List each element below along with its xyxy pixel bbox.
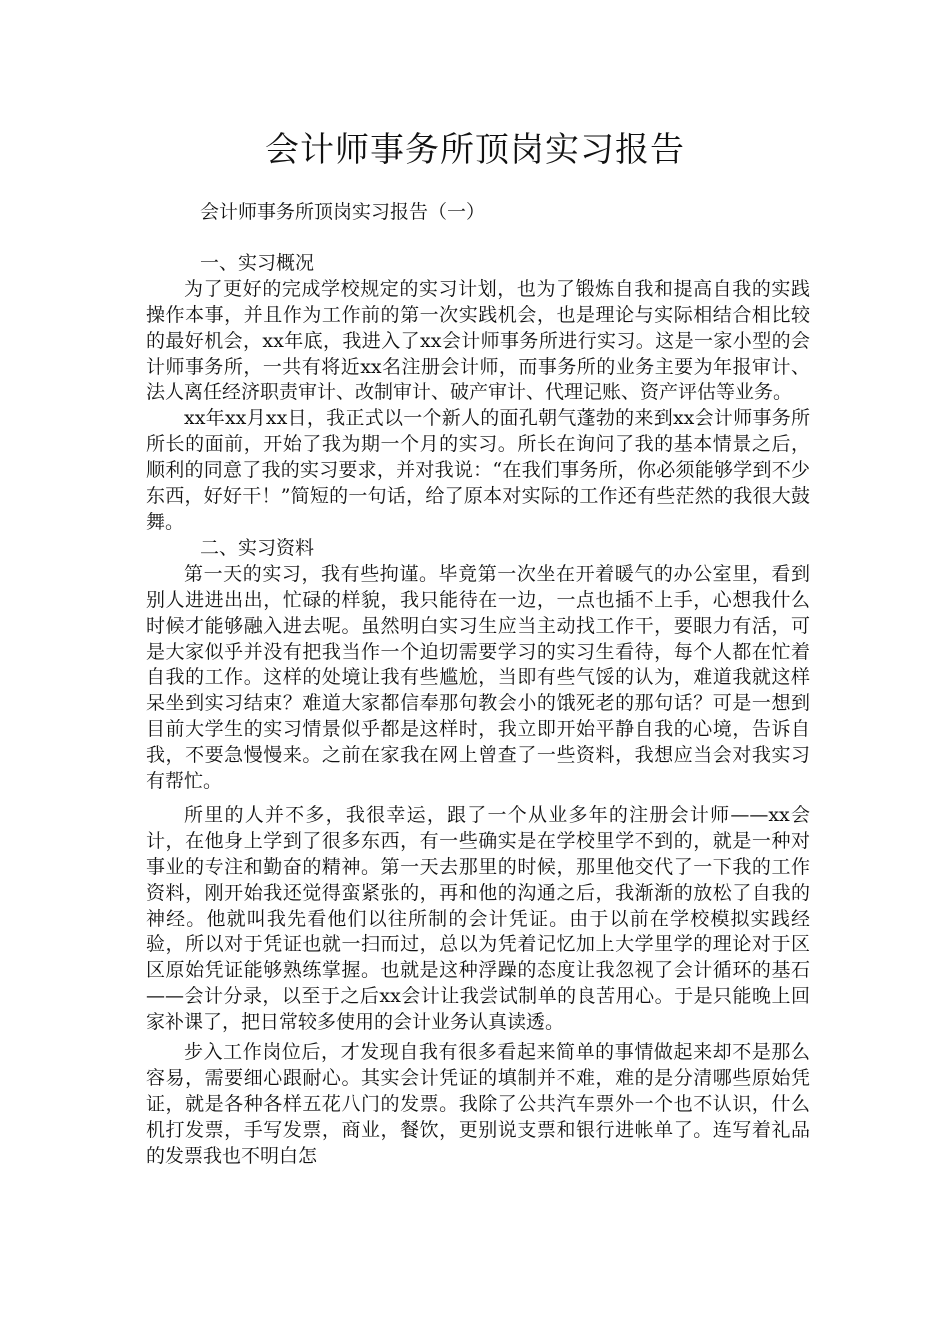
paragraph: 步入工作岗位后，才发现自我有很多看起来简单的事情做起来却不是那么容易，需要细心跟耐心。其实会计凭证的填制并不难，难的是分清哪些原始凭证，就是各种各样五花八门的发票。我除了公共汽车票外一个也不认识，什么机打发票，手写发票，商业，餐饮，更别说支票和银行进帐单了。连写着礼品的发票我也不明白怎 [146,1041,810,1167]
paragraph: xx年xx月xx日，我正式以一个新人的面孔朝气蓬勃的来到xx会计师事务所所长的面前，开始了我为期一个月的实习。所长在询问了我的基本情景之后，顺利的同意了我的实习要求，并对我说：“在我们事务所，你必须能够学到不少东西，好好干！”简短的一句话，给了原本对实际的工作还有些茫然的我很大鼓舞。 [146,407,810,533]
section-heading-content: 二、实习资料 [200,536,315,559]
section-heading-overview: 一、实习概况 [200,251,315,274]
paragraph: 第一天的实习，我有些拘谨。毕竟第一次坐在开着暖气的办公室里，看到别人进进出出，忙碌的样貌，我只能待在一边，一点也插不上手，心想我什么时候才能够融入进去呢。虽然明白实习生应当主动找工作干，要眼力有活，可是大家似乎并没有把我当作一个迫切需要学习的实习生看待，每个人都在忙着自我的工作。这样的处境让我有些尴尬，当即有些气馁的认为，难道我就这样呆坐到实习结束？难道大家都信奉那句教会小的饿死老的那句话？可是一想到目前大学生的实习情景似乎都是这样时，我立即开始平静自我的心境，告诉自我，不要急慢慢来。之前在家我在网上曾查了一些资料，我想应当会对我实习有帮忙。 [146,562,810,793]
document-body [146,200,810,1170]
paragraph: 所里的人并不多，我很幸运，跟了一个从业多年的注册会计师——xx会计，在他身上学到了很多东西，有一些确实是在学校里学不到的，就是一种对事业的专注和勤奋的精神。第一天去那里的时候，那里他交代了一下我的工作资料，刚开始我还觉得蛮紧张的，再和他的沟通之后，我渐渐的放松了自我的神经。他就叫我先看他们以往所制的会计凭证。由于以前在学校模拟实践经验，所以对于凭证也就一扫而过，总以为凭着记忆加上大学里学的理论对于区区原始凭证能够熟练掌握。也就是这种浮躁的态度让我忽视了会计循环的基石——会计分录，以至于之后xx会计让我尝试制单的良苦用心。于是只能晚上回家补课了，把日常较多使用的会计业务认真读透。 [146,803,810,1034]
document-title: 会计师事务所顶岗实习报告 [265,130,685,170]
paragraph: 为了更好的完成学校规定的实习计划，也为了锻炼自我和提高自我的实践操作本事，并且作为工作前的第一次实践机会，也是理论与实际相结合相比较的最好机会，xx年底，我进入了xx会计师事务所进行实习。这是一家小型的会计师事务所，一共有将近xx名注册会计师，而事务所的业务主要为年报审计、法人离任经济职责审计、改制审计、破产审计、代理记账、资产评估等业务。 [146,277,810,404]
document-subtitle: 会计师事务所顶岗实习报告（一） [200,201,486,223]
